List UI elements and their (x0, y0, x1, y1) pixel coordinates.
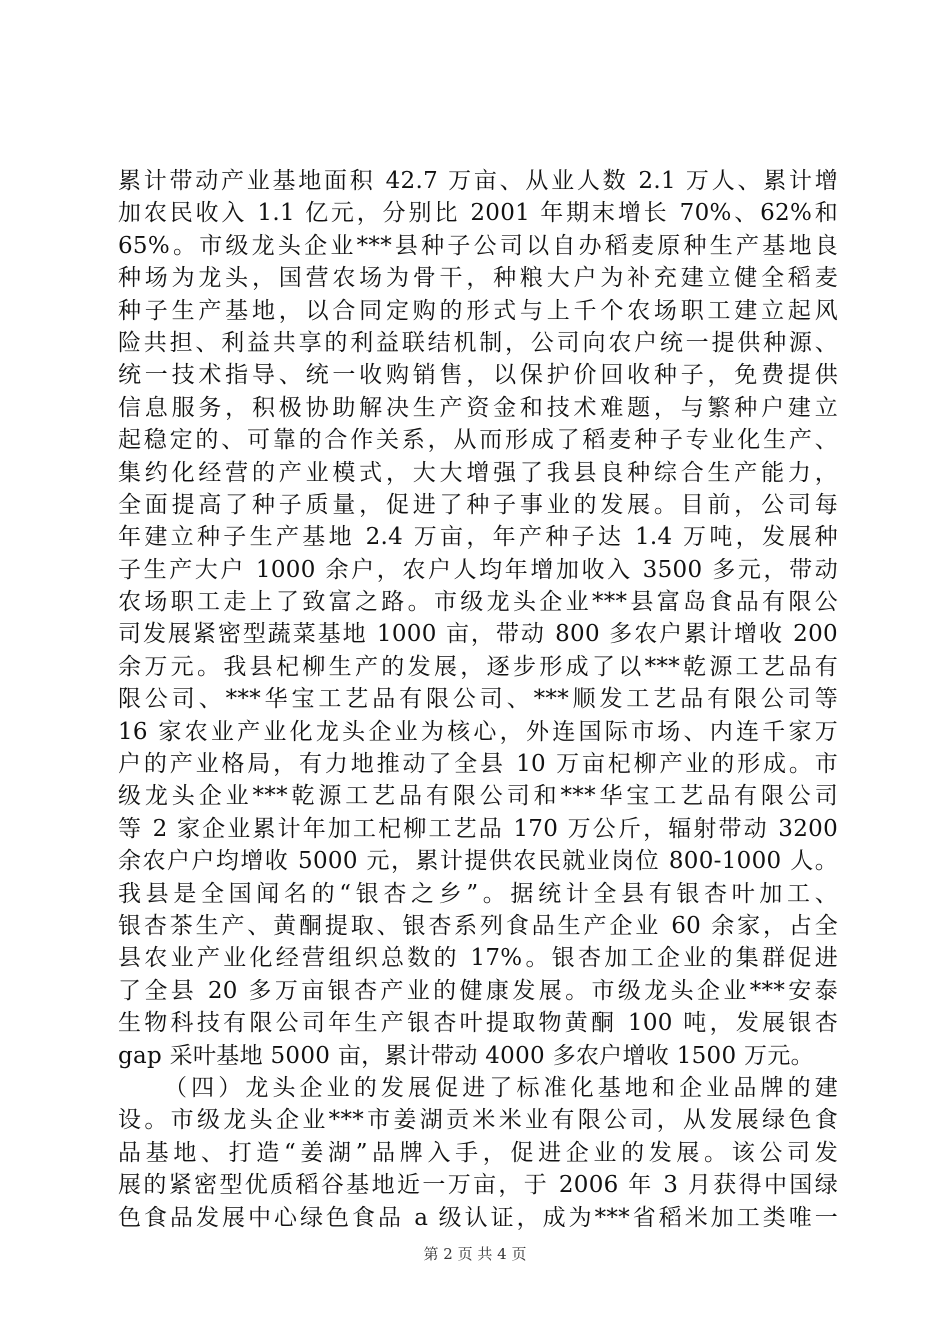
text-line: gap 采叶基地 5000 亩，累计带动 4000 多农户增收 1500 万元。 (118, 1042, 814, 1069)
text-line: 司发展紧密型蔬菜基地 1000 亩，带动 800 多农户累计增收 200 (118, 621, 838, 648)
document-body (118, 165, 838, 1234)
text-line: 生物科技有限公司年生产银杏叶提取物黄酮 100 吨，发展银杏 (118, 1010, 838, 1037)
text-line: 起稳定的、可靠的合作关系，从而形成了稻麦种子专业化生产、 (118, 427, 838, 454)
text-line: 险共担、利益共享的利益联结机制，公司向农户统一提供种源、 (118, 329, 838, 356)
text-line: 限公司、***华宝工艺品有限公司、***顺发工艺品有限公司等 (118, 686, 838, 713)
text-line: 子生产大户 1000 余户，农户人均年增加收入 3500 多元，带动 (118, 556, 838, 583)
text-line: 余万元。我县杞柳生产的发展，逐步形成了以***乾源工艺品有 (118, 653, 838, 680)
text-line: 统一技术指导、统一收购销售，以保护价回收种子，免费提供 (118, 362, 838, 389)
text-line: 县农业产业化经营组织总数的 17%。银杏加工企业的集群促进 (118, 945, 838, 972)
text-line: 等 2 家企业累计年加工杞柳工艺品 170 万公斤，辐射带动 3200 (118, 815, 838, 842)
text-line: 我县是全国闻名的“银杏之乡”。据统计全县有银杏叶加工、 (118, 880, 838, 907)
text-line: 种场为龙头，国营农场为骨干，种粮大户为补充建立健全稻麦 (118, 265, 838, 292)
text-line: 余农户户均增收 5000 元，累计提供农民就业岗位 800-1000 人。 (118, 848, 838, 875)
section-heading-line: （四）龙头企业的发展促进了标准化基地和企业品牌的建 (164, 1074, 838, 1101)
text-line: 色食品发展中心绿色食品 a 级认证，成为***省稻米加工类唯一 (118, 1204, 838, 1231)
text-line: 了全县 20 多万亩银杏产业的健康发展。市级龙头企业***安泰 (118, 977, 838, 1004)
text-line: 银杏茶生产、黄酮提取、银杏系列食品生产企业 60 余家，占全 (118, 912, 838, 939)
text-line: 加农民收入 1.1 亿元，分别比 2001 年期末增长 70%、62%和 (118, 200, 838, 227)
text-line: 农场职工走上了致富之路。市级龙头企业***县富岛食品有限公 (118, 589, 838, 616)
text-line: 累计带动产业基地面积 42.7 万亩、从业人数 2.1 万人、累计增 (118, 168, 838, 194)
text-line: 品基地、打造“姜湖”品牌入手，促进企业的发展。该公司发 (118, 1139, 838, 1166)
text-line: 级龙头企业***乾源工艺品有限公司和***华宝工艺品有限公司 (118, 783, 838, 810)
text-line: 户的产业格局，有力地推动了全县 10 万亩杞柳产业的形成。市 (118, 751, 838, 778)
text-line: 集约化经营的产业模式，大大增强了我县良种综合生产能力， (118, 459, 838, 486)
text-line: 展的紧密型优质稻谷基地近一万亩，于 2006 年 3 月获得中国绿 (118, 1172, 838, 1199)
text-line: 16 家农业产业化龙头企业为核心，外连国际市场、内连千家万 (118, 718, 838, 745)
text-line: 种子生产基地，以合同定购的形式与上千个农场职工建立起风 (118, 297, 838, 324)
text-line: 65%。市级龙头企业***县种子公司以自办稻麦原种生产基地良 (118, 232, 838, 259)
page-number-footer: 第 2 页 共 4 页 (423, 1245, 527, 1263)
text-line: 年建立种子生产基地 2.4 万亩，年产种子达 1.4 万吨，发展种 (118, 524, 838, 551)
text-line: 设。市级龙头企业***市姜湖贡米米业有限公司，从发展绿色食 (118, 1107, 838, 1134)
text-line: 全面提高了种子质量，促进了种子事业的发展。目前，公司每 (118, 491, 838, 518)
text-line: 信息服务，积极协助解决生产资金和技术难题，与繁种户建立 (118, 394, 838, 421)
